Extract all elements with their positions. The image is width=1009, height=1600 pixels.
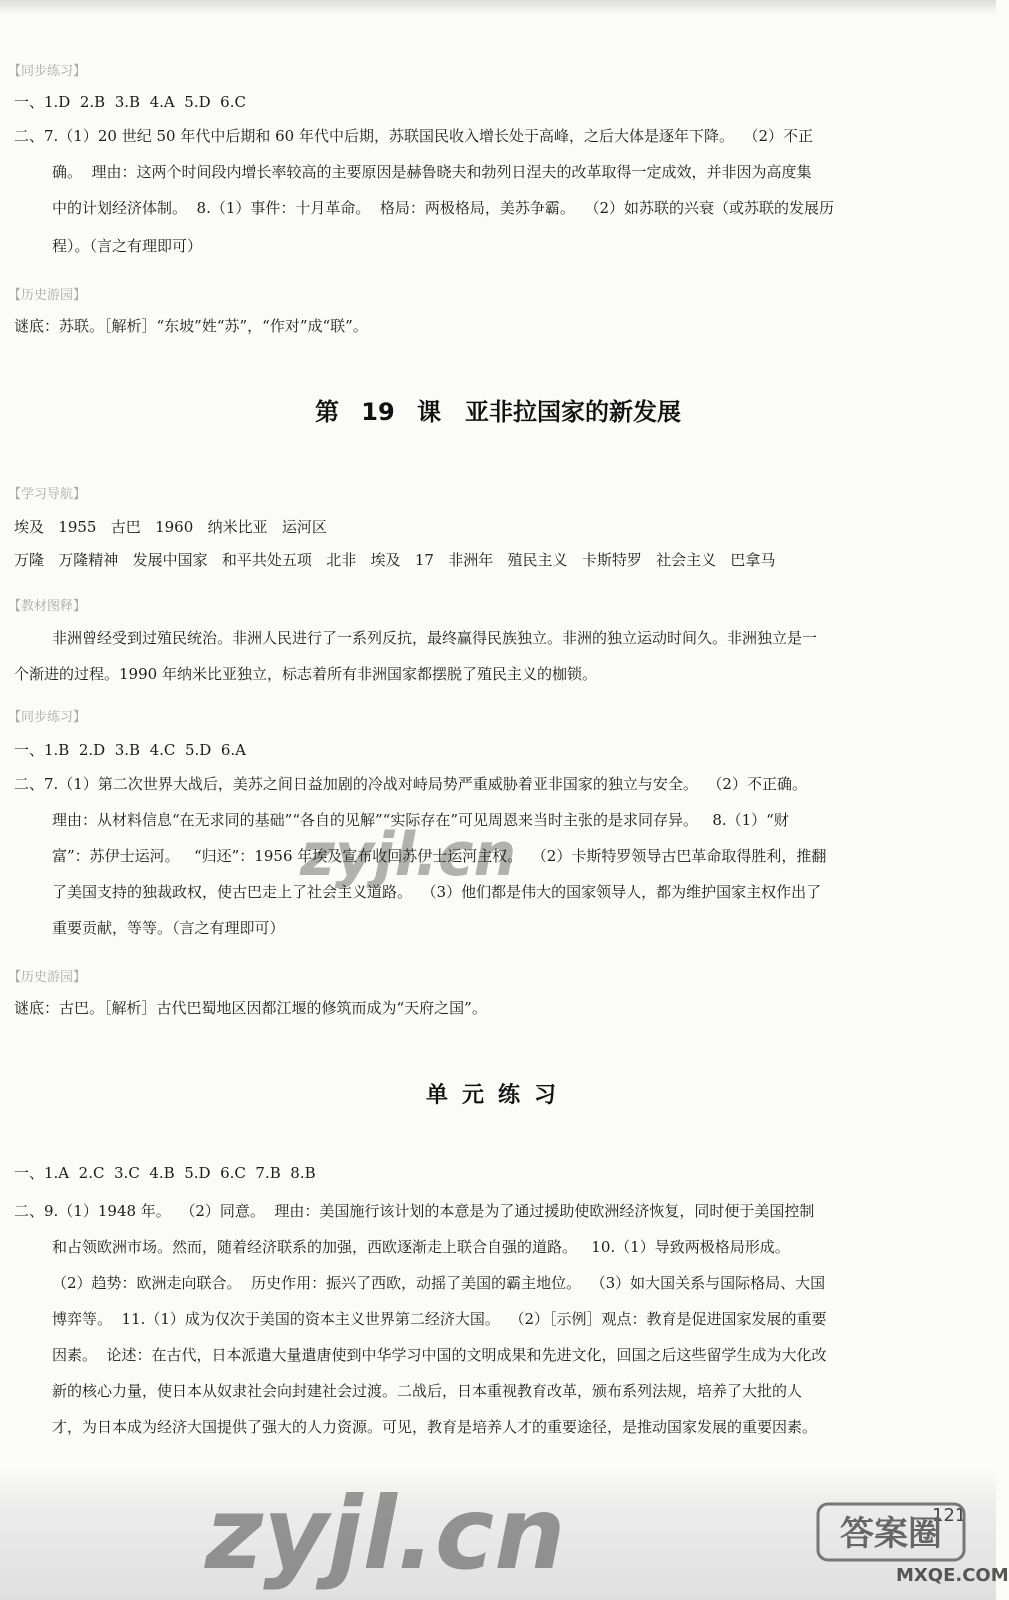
answer-line: 二、9.（1）1948 年。 （2）同意。 理由：美国施行该计划的本意是为了通过援助使欧洲经济恢复，同时便于美国控制: [14, 1202, 815, 1220]
answer-line: 新的核心力量，使日本从奴隶社会向封建社会过渡。二战后，日本重视教育改革，颁布系列法规，培养了大批的人: [52, 1382, 803, 1400]
section-tag-textbook-figure: 【教材图释】: [8, 599, 87, 614]
answer-line: 确。 理由：这两个时间段内增长率较高的主要原因是赫鲁晓夫和勃列日涅夫的改革取得一定成效，并非因为高度集: [52, 163, 812, 181]
answer-line: 博弈等。 11.（1）成为仅次于美国的资本主义世界第二经济大国。 （2）［示例］观点：教育是促进国家发展的重要: [52, 1310, 827, 1328]
answer-line: 一、1.D 2.B 3.B 4.A 5.D 6.C: [14, 93, 246, 111]
answer-line: 才，为日本成为经济大国提供了强大的人力资源。可见，教育是培养人才的重要途径，是推动国家发展的重要因素。: [52, 1418, 818, 1436]
watermark-logo: zyjl.cn: [300, 820, 517, 890]
guide-terms: 万隆 万隆精神 发展中国家 和平共处五项 北非 埃及 17 非洲年 殖民主义 卡斯特罗 社会主义 巴拿马: [14, 551, 776, 569]
answer-stamp-logo: [816, 1500, 966, 1564]
textbook-text: 非洲曾经受到过殖民统治。非洲人民进行了一系列反抗，最终赢得民族独立。非洲的独立运动时间久。非洲独立是一: [52, 629, 818, 647]
lesson-title: 第 19 课 亚非拉国家的新发展: [314, 398, 682, 426]
answer-line: 和占领欧洲市场。然而，随着经济联系的加强，西欧逐渐走上联合自强的道路。 10.（1）导致两极格局形成。: [52, 1238, 790, 1256]
top-scan-shadow: [0, 0, 996, 14]
answer-line: 重要贡献，等等。（言之有理即可）: [52, 919, 285, 937]
riddle-answer: 谜底：苏联。［解析］“东坡”姓“苏”，“作对”成“联”。: [14, 317, 368, 335]
section-tag-study-guide: 【学习导航】: [8, 487, 87, 502]
section-tag-history-garden: 【历史游园】: [8, 288, 87, 303]
answer-line: 一、1.A 2.C 3.C 4.B 5.D 6.C 7.B 8.B: [14, 1164, 316, 1182]
answer-line: 富”：苏伊士运河。 “归还”：1956 年埃及宣布收回苏伊士运河主权。 （2）卡斯特罗领导古巴革命取得胜利，推翻: [52, 847, 827, 865]
guide-terms: 埃及 1955 古巴 1960 纳米比亚 运河区: [14, 518, 327, 536]
unit-title: 单元练习: [425, 1083, 570, 1108]
answer-line: 理由：从材料信息“在无求同的基础”“各自的见解”“实际存在”可见周恩来当时主张的是求同存异。 8.（1）“财: [52, 811, 789, 829]
answer-line: 因素。 论述：在古代，日本派遣大量遣唐使到中华学习中国的文明成果和先进文化，回国之后这些留学生成为大化改: [52, 1346, 827, 1364]
answer-line: 一、1.B 2.D 3.B 4.C 5.D 6.A: [14, 741, 246, 759]
section-tag-sync-practice: 【同步练习】: [8, 64, 87, 79]
page-number: 121: [932, 1505, 967, 1526]
textbook-text: 个渐进的过程。1990 年纳米比亚独立，标志着所有非洲国家都摆脱了殖民主义的枷锁。: [14, 665, 597, 683]
answer-line: （2）趋势：欧洲走向联合。 历史作用：振兴了西欧，动摇了美国的霸主地位。 （3）如大国关系与国际格局、大国: [52, 1274, 826, 1292]
section-tag-sync-practice: 【同步练习】: [8, 710, 87, 725]
answer-line: 二、7.（1）第二次世界大战后，美苏之间日益加剧的冷战对峙局势严重威胁着亚非国家的独立与安全。 （2）不正确。: [14, 775, 807, 793]
watermark-url: MXQE.COM: [896, 1565, 1009, 1586]
answer-line: 中的计划经济体制。 8.（1）事件：十月革命。 格局：两极格局，美苏争霸。 （2）如苏联的兴衰（或苏联的发展历: [52, 199, 835, 217]
stamp-glyphs: 答案圈: [840, 1514, 942, 1554]
answer-line: 程）。（言之有理即可）: [52, 237, 203, 255]
answer-line: 了美国支持的独裁政权，使古巴走上了社会主义道路。 （3）他们都是伟大的国家领导人，都为维护国家主权作出了: [52, 883, 822, 901]
watermark-logo: zyjl.cn: [205, 1475, 566, 1592]
section-tag-history-garden: 【历史游园】: [8, 970, 87, 985]
riddle-answer: 谜底：古巴。［解析］古代巴蜀地区因都江堰的修筑而成为“天府之国”。: [14, 999, 487, 1017]
answer-line: 二、7.（1）20 世纪 50 年代中后期和 60 年代中后期，苏联国民收入增长处于高峰，之后大体是逐年下降。 （2）不正: [14, 127, 814, 145]
